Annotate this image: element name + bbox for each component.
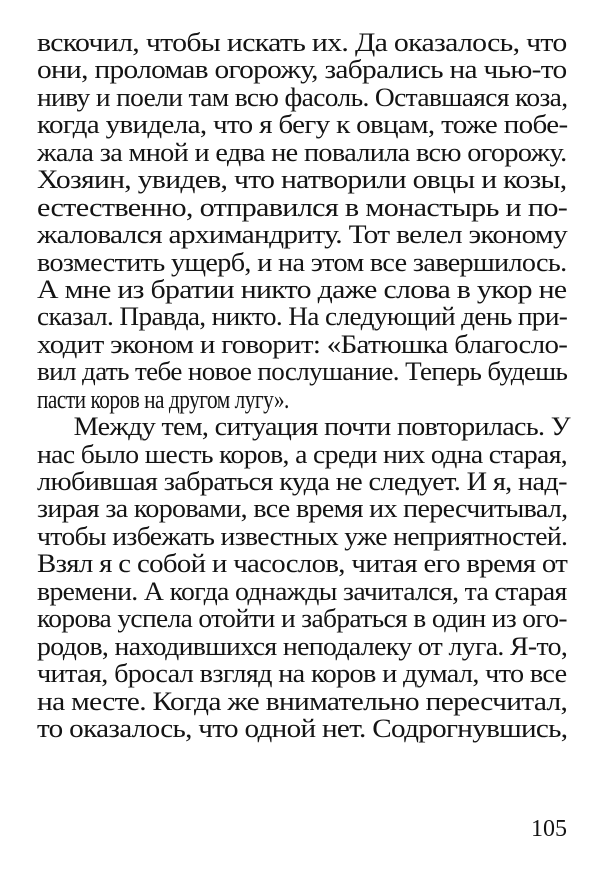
text-line: вил дать тебе новое послушание. Теперь будешь <box>37 357 568 387</box>
text-line: ниву и поели там всю фасоль. Оставшаяся коза, <box>37 82 568 112</box>
text-line: нас было шесть коров, а среди них одна старая, <box>37 439 568 469</box>
text-line: корова успела отойти и забраться в один из ого- <box>37 604 567 634</box>
text-line: зирая за коровами, все время их пересчитывал, <box>37 494 568 524</box>
text-line: сказал. Правда, никто. На следующий день при- <box>37 302 568 332</box>
text-line: жаловался архимандриту. Тот велел эконому <box>37 220 567 250</box>
text-line: Взял я с собой и часослов, читая его время от <box>37 549 568 579</box>
text-line: они, проломав огорожу, забрались на чью-то <box>37 55 567 85</box>
text-line: на месте. Когда же внимательно пересчитал, <box>37 686 568 716</box>
text-line: жала за мной и едва не повалила всю огорожу. <box>37 137 567 167</box>
text-line: вскочил, чтобы искать их. Да оказалось, что <box>37 28 567 57</box>
text-line: ходит эконом и говорит: «Батюшка благосло- <box>37 329 568 359</box>
text-line: времени. А когда однажды зачитался, та старая <box>37 576 567 606</box>
text-line: когда увидела, что я бегу к овцам, тоже побе- <box>37 110 568 140</box>
text-line: любившая забраться куда не следует. И я, над- <box>37 467 567 496</box>
page-number: 105 <box>531 816 567 842</box>
text-line: чтобы избежать известных уже неприятностей. <box>37 521 568 551</box>
text-line: Между тем, ситуация почти повторилась. У <box>73 412 570 442</box>
page-body <box>37 28 570 743</box>
text-line: возместить ущерб, и на этом все завершилось. <box>37 247 567 277</box>
text-line: читая, бросал взгляд на коров и думал, что все <box>37 659 567 689</box>
text-line: родов, находившихся неподалеку от луга. Я-то, <box>37 631 568 661</box>
paragraph-1 <box>37 29 567 413</box>
paragraph-2 <box>37 412 570 743</box>
text-line: пасти коров на другом лугу». <box>37 384 289 414</box>
text-line: А мне из братии никто даже слова в укор не <box>37 274 567 304</box>
text-line: Хозяин, увидев, что натворили овцы и козы, <box>37 165 567 195</box>
text-line: естественно, отправился в монастырь и по- <box>37 192 568 222</box>
text-line: то оказалось, что одной нет. Содрогнувшись, <box>37 713 568 743</box>
